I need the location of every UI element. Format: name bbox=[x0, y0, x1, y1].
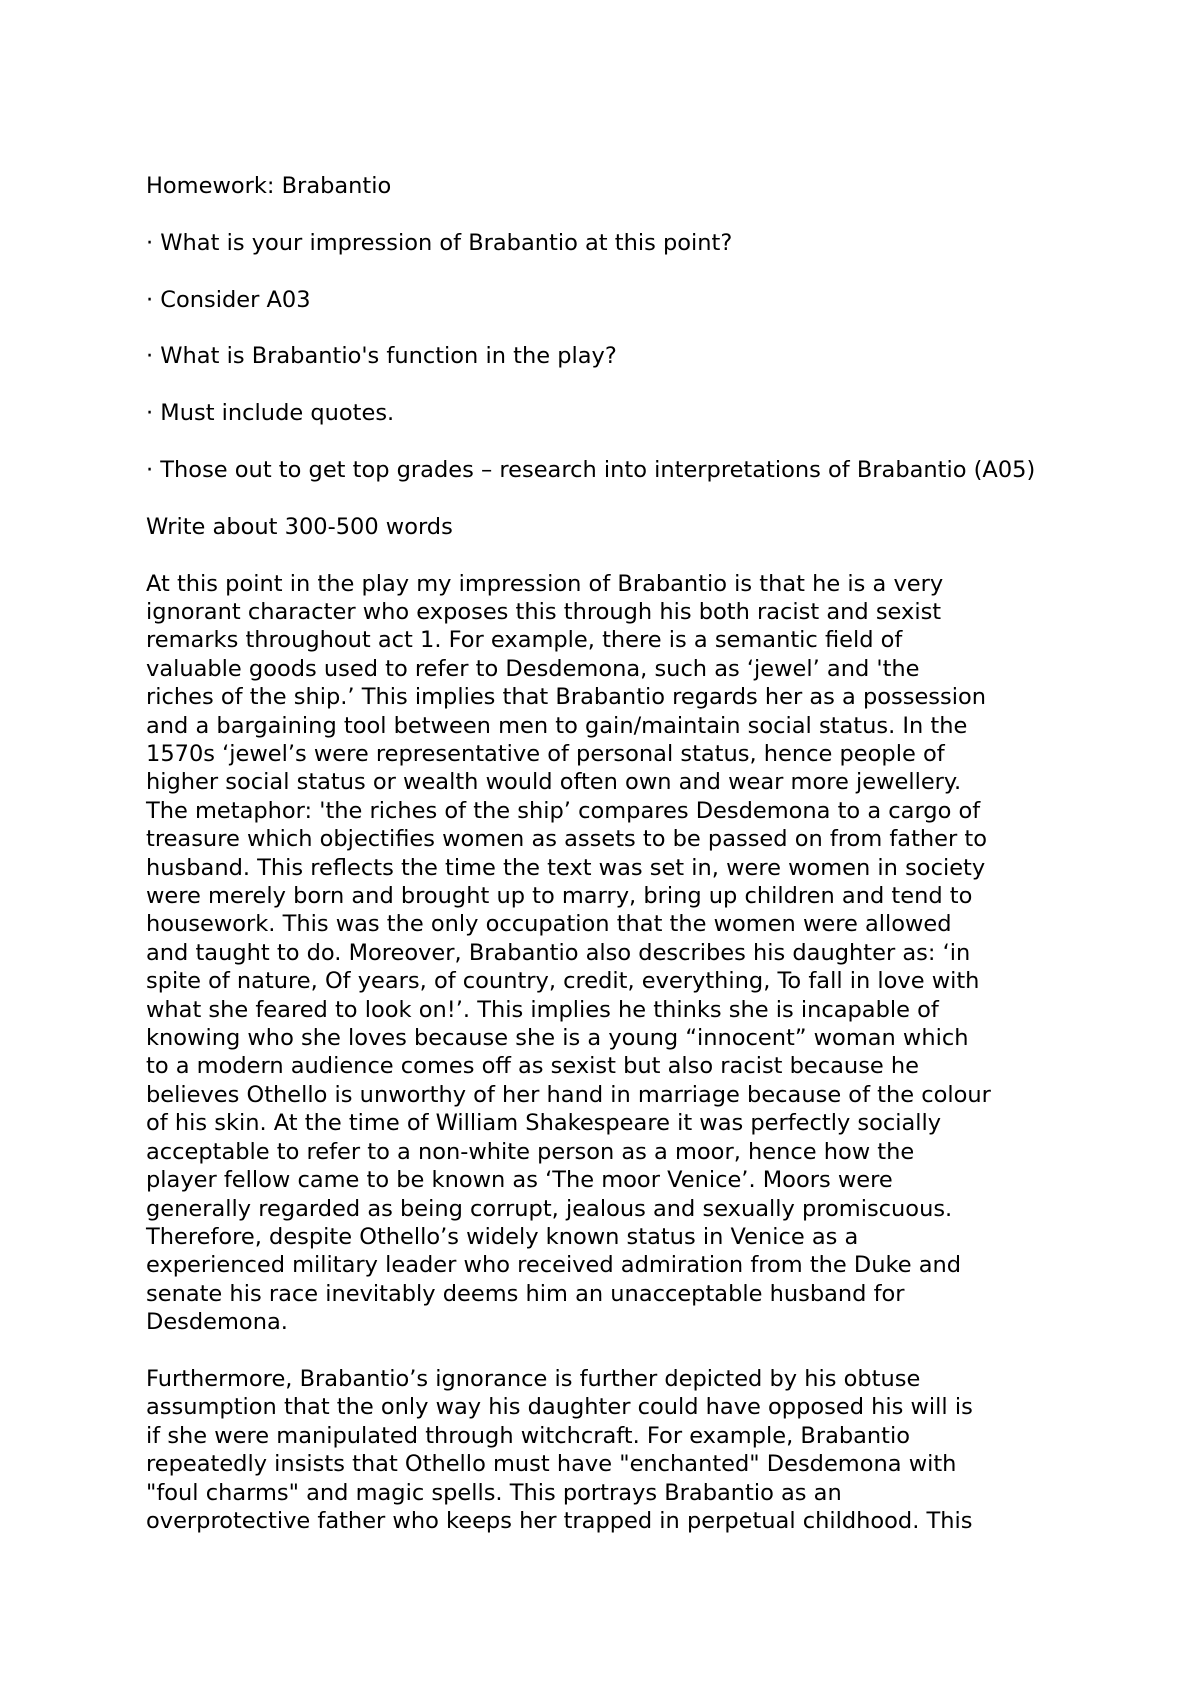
bullet-consider: · Consider A03 bbox=[146, 286, 311, 313]
paragraph-line: knowing who she loves because she is a young “innocent” woman which bbox=[146, 1025, 969, 1052]
bullet-research: · Those out to get top grades – research into interpretations of Brabantio (A05) bbox=[146, 456, 1036, 483]
paragraph-line: if she were manipulated through witchcraft. For example, Brabantio bbox=[146, 1422, 911, 1449]
word-count-instruction: Write about 300-500 words bbox=[146, 513, 453, 540]
paragraph-line: At this point in the play my impression of Brabantio is that he is a very bbox=[146, 570, 944, 597]
paragraph-line: to a modern audience comes off as sexist but also racist because he bbox=[146, 1053, 920, 1080]
bullet-function: · What is Brabantio's function in the play? bbox=[146, 343, 617, 370]
paragraph-line: acceptable to refer to a non-white person as a moor, hence how the bbox=[146, 1138, 915, 1165]
paragraph-line: higher social status or wealth would often own and wear more jewellery. bbox=[146, 769, 962, 796]
paragraph-line: "foul charms" and magic spells. This portrays Brabantio as an bbox=[146, 1479, 842, 1506]
paragraph-line: believes Othello is unworthy of her hand in marriage because of the colour bbox=[146, 1081, 991, 1108]
paragraph-line: riches of the ship.’ This implies that Brabantio regards her as a possession bbox=[146, 684, 987, 711]
paragraph-line: and a bargaining tool between men to gain/maintain social status. In the bbox=[146, 712, 968, 739]
paragraph-line: ignorant character who exposes this through his both racist and sexist bbox=[146, 598, 942, 625]
paragraph-line: housework. This was the only occupation that the women were allowed bbox=[146, 911, 952, 938]
paragraph-line: Furthermore, Brabantio’s ignorance is further depicted by his obtuse bbox=[146, 1365, 921, 1392]
paragraph-line: spite of nature, Of years, of country, credit, everything, To fall in love with bbox=[146, 968, 980, 995]
essay-paragraph-1 bbox=[146, 570, 1066, 1337]
bullet-impression: · What is your impression of Brabantio at this point? bbox=[146, 229, 733, 256]
paragraph-line: of his skin. At the time of William Shakespeare it was perfectly socially bbox=[146, 1110, 942, 1137]
paragraph-line: remarks throughout act 1. For example, there is a semantic field of bbox=[146, 627, 903, 654]
paragraph-line: and taught to do. Moreover, Brabantio also describes his daughter as: ‘in bbox=[146, 939, 971, 966]
paragraph-line: senate his race inevitably deems him an unacceptable husband for bbox=[146, 1280, 905, 1307]
paragraph-line: The metaphor: 'the riches of the ship’ compares Desdemona to a cargo of bbox=[146, 797, 981, 824]
paragraph-line: 1570s ‘jewel’s were representative of personal status, hence people of bbox=[146, 741, 945, 768]
paragraph-line: overprotective father who keeps her trapped in perpetual childhood. This bbox=[146, 1507, 973, 1534]
paragraph-line: Therefore, despite Othello’s widely known status in Venice as a bbox=[146, 1223, 859, 1250]
paragraph-line: player fellow came to be known as ‘The moor Venice’. Moors were bbox=[146, 1167, 893, 1194]
paragraph-line: generally regarded as being corrupt, jealous and sexually promiscuous. bbox=[146, 1195, 953, 1222]
document-title: Homework: Brabantio bbox=[146, 173, 392, 199]
essay-paragraph-2 bbox=[146, 1365, 1066, 1535]
paragraph-line: Desdemona. bbox=[146, 1309, 288, 1336]
paragraph-line: repeatedly insists that Othello must have "enchanted" Desdemona with bbox=[146, 1451, 957, 1478]
paragraph-line: assumption that the only way his daughter could have opposed his will is bbox=[146, 1394, 973, 1421]
paragraph-line: were merely born and brought up to marry, bring up children and tend to bbox=[146, 883, 973, 910]
paragraph-line: husband. This reflects the time the text was set in, were women in society bbox=[146, 854, 986, 881]
paragraph-line: valuable goods used to refer to Desdemona, such as ‘jewel’ and 'the bbox=[146, 655, 920, 682]
paragraph-line: experienced military leader who received admiration from the Duke and bbox=[146, 1252, 962, 1279]
paragraph-line: treasure which objectifies women as assets to be passed on from father to bbox=[146, 826, 988, 853]
document-body bbox=[146, 172, 1066, 1535]
bullet-quotes: · Must include quotes. bbox=[146, 400, 395, 427]
paragraph-line: what she feared to look on!’. This implies he thinks she is incapable of bbox=[146, 996, 939, 1023]
